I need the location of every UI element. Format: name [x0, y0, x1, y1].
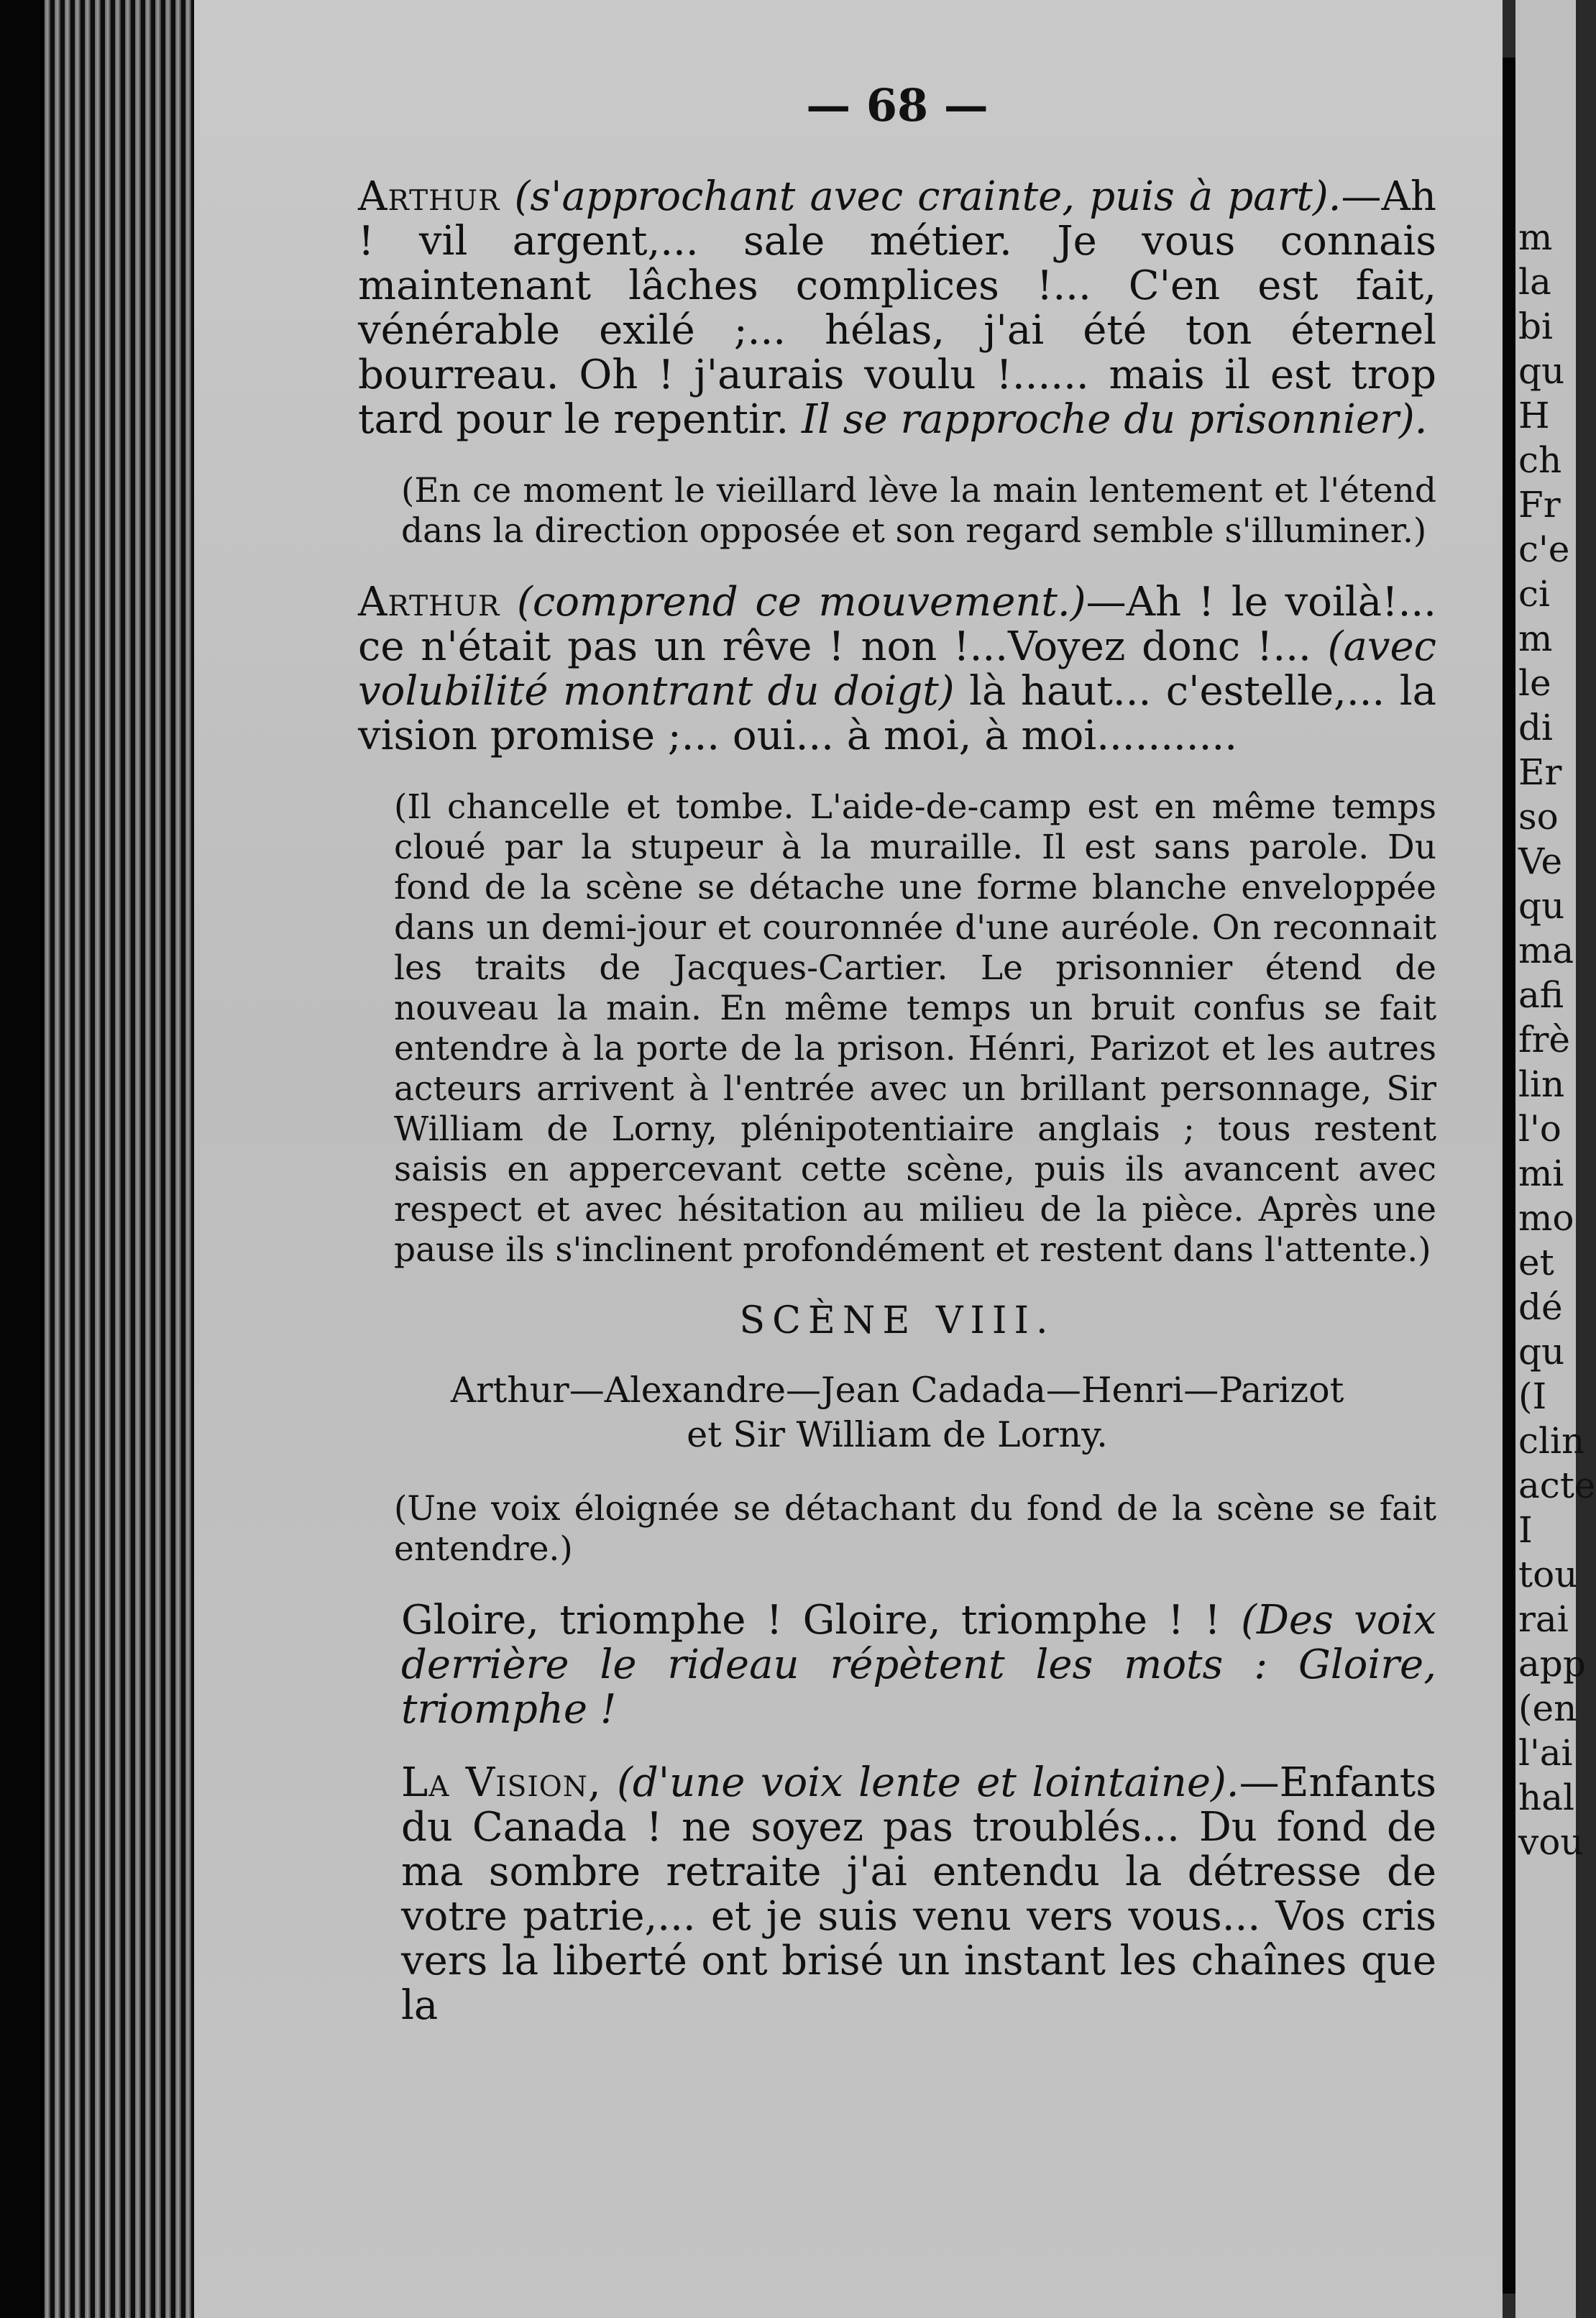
scene-title: SCÈNE VIII.: [739, 1299, 1055, 1342]
next-page-fragment: c'e: [1518, 528, 1570, 570]
stage-direction: (avec volubilité montrant du doigt): [358, 623, 1436, 715]
page-edges: [0, 0, 194, 2318]
next-page-fragment: Fr: [1518, 484, 1561, 526]
next-page-fragment: bi: [1518, 306, 1553, 347]
stage-direction-block-2: (Il chancelle et tombe. L'aide-de-camp est en même temps cloué par la stupeur à la muraille. Il est sans parole. Du fond de la scène se détache une forme blanche enveloppée dans un demi-jour et couronnée d'une auréole. On reconnait les traits de Jacques-Cartier. Le prisonnier étend de nouveau la main. En même temps un bruit confus se fait entendre à la porte de la prison. Hénri, Parizot et les autres acteurs arrivent à l'entrée avec un brillant personnage, Sir William de Lorny, plénipotentiaire anglais ; tous restent saisis en appercevant cette scène, puis ils avancent avec respect et avec hésitation au milieu de la pièce. Après une pause ils s'inclinent profondément et restent dans l'attente.): [394, 787, 1436, 1270]
next-page-fragment: di: [1518, 707, 1553, 748]
next-page-fragment: qu: [1518, 1331, 1565, 1373]
next-page-fragment: m: [1518, 216, 1553, 258]
next-page-fragment: mo: [1518, 1197, 1574, 1239]
stage-direction: (comprend ce mouvement.): [517, 579, 1086, 626]
page-content: [358, 79, 1436, 2057]
next-page-fragment: frè: [1518, 1019, 1570, 1060]
next-page-fragment: ma: [1518, 930, 1574, 971]
stage-direction: (Des voix derrière le rideau répètent les mots : Gloire, triomphe !: [401, 1597, 1436, 1733]
characters-line: Arthur—Alexandre—Jean Cadada—Henri—Parizot: [450, 1370, 1344, 1411]
next-page-fragment: l'ai: [1518, 1732, 1573, 1774]
next-page-fragment: dé: [1518, 1286, 1563, 1328]
next-page-fragment: ci: [1518, 573, 1550, 615]
speaker-name: Arthur: [358, 173, 500, 220]
next-page-fragment: (I: [1518, 1375, 1547, 1417]
next-page-fragment: Er: [1518, 751, 1562, 793]
stage-direction: (s'approchant avec crainte, puis à part).: [514, 173, 1342, 220]
next-page-fragment: qu: [1518, 350, 1565, 392]
next-page-fragment: app: [1518, 1643, 1586, 1685]
next-page-fragment: lin: [1518, 1063, 1565, 1105]
next-page-fragment: ch: [1518, 439, 1562, 481]
next-page-fragment: so: [1518, 796, 1559, 838]
next-page-fragment: afi: [1518, 974, 1564, 1016]
speech-text: là haut... c'estelle,... la vision promise ;... oui... à moi, à moi...........: [358, 668, 1436, 759]
speaker-name: Arthur: [358, 579, 500, 626]
next-page-fragment: vou: [1518, 1821, 1584, 1863]
speech-vision: [358, 1761, 1436, 2028]
next-page-fragment: rai: [1518, 1598, 1569, 1640]
speech-text: —Enfants du Canada ! ne soyez pas troublés... Du fond de ma sombre retraite j'ai entendu la détresse de votre patrie,... et je suis venu vers vous... Vos cris vers la liberté ont brisé un instant les chaînes que la: [401, 1759, 1436, 2029]
next-page-fragment: et: [1518, 1242, 1554, 1283]
characters-line: et Sir William de Lorny.: [687, 1414, 1108, 1455]
next-page-fragment: le: [1518, 662, 1551, 704]
speaker-name: La Vision,: [401, 1759, 602, 1806]
speech-arthur-1: [358, 175, 1436, 442]
next-page-fragment: mi: [1518, 1153, 1564, 1194]
next-page-fragment: qu: [1518, 885, 1565, 927]
stage-direction: (d'une voix lente et lointaine).: [617, 1759, 1239, 1806]
next-page-fragment: clin: [1518, 1420, 1585, 1462]
stage-direction-block-3: (Une voix éloignée se détachant du fond de la scène se fait entendre.): [394, 1489, 1436, 1569]
next-page-edge: [1515, 0, 1596, 2318]
speech-text: —Ah ! le voilà!... ce n'était pas un rêve ! non !...Voyez donc !...: [358, 579, 1436, 670]
speech-text: —Ah ! vil argent,... sale métier. Je vous connais maintenant lâches complices !... C'en est fait, vénérable exilé ;... hélas, j'ai été ton éternel bourreau. Oh ! j'aurais voulu !...... mais il est trop tard pour le repentir.: [358, 173, 1436, 443]
scene-characters: [358, 1368, 1436, 1457]
next-page-fragment: I: [1518, 1509, 1533, 1551]
next-page-fragment: l'o: [1518, 1108, 1561, 1150]
page-number: — 68 —: [806, 79, 989, 132]
next-page-fragment: H: [1518, 395, 1550, 436]
speech-arthur-2: [358, 580, 1436, 759]
next-page-fragment: acte: [1518, 1465, 1596, 1506]
stage-direction: Il se rapproche du prisonnier).: [801, 396, 1428, 443]
next-page-fragment: la: [1518, 261, 1551, 303]
next-page-fragment: (en: [1518, 1687, 1577, 1729]
book-gutter: [1503, 58, 1515, 2294]
next-page-fragment: m: [1518, 618, 1553, 659]
chorus-line: [358, 1598, 1436, 1732]
speech-text: Gloire, triomphe ! Gloire, triomphe ! !: [401, 1597, 1221, 1644]
book-page: [194, 0, 1503, 2318]
next-page-fragment: tou: [1518, 1554, 1578, 1595]
next-page-fragment: Ve: [1518, 840, 1563, 882]
next-page-fragment: hal: [1518, 1777, 1575, 1818]
stage-direction-block-1: (En ce moment le vieillard lève la main lentement et l'étend dans la direction opposée et son regard semble s'illuminer.): [401, 471, 1436, 551]
